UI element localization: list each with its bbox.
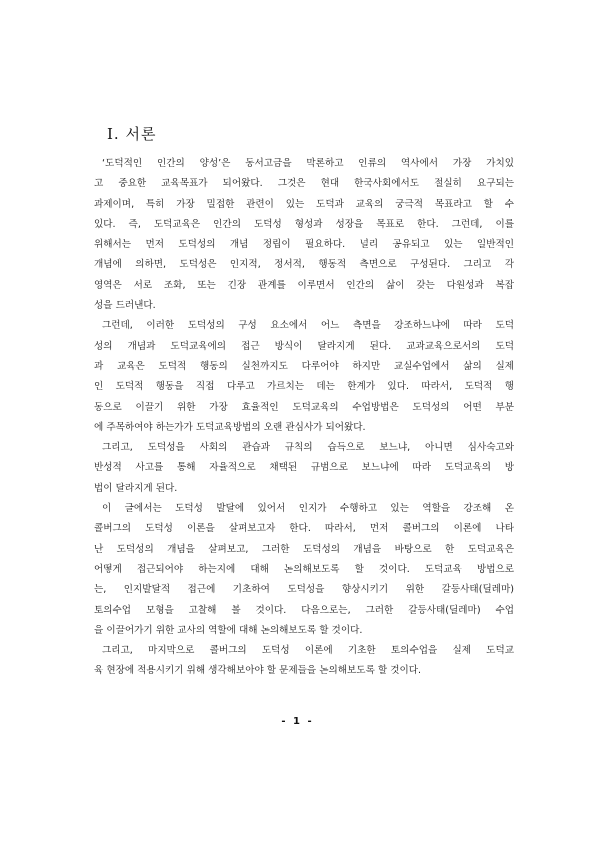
page-number: - 1 -	[281, 716, 314, 727]
text-line: 이 글에서는 도덕성 발달에 있어서 인지가 수행하고 있는 역할을 강조해 온	[102, 503, 514, 515]
text-line: 과제이며, 특히 가장 밀접한 관련이 있는 도덕과 교육의 궁극적 목표라고 할 수	[94, 198, 514, 210]
text-line: 반성적 사고를 통해 자율적으로 채택된 규범으로 보느냐에 따라 도덕교육의 방	[94, 462, 514, 474]
text-line: 난 도덕성의 개념을 살펴보고, 그러한 도덕성의 개념을 바탕으로 한 도덕교육은	[94, 543, 514, 555]
text-line: 고 중요한 교육목표가 되어왔다. 그것은 현대 한국사회에서도 절실히 요구되는	[94, 178, 514, 190]
text-line: 인 도덕적 행동을 직접 다루고 가르치는 데는 한계가 있다. 따라서, 도덕적 행	[94, 381, 514, 393]
section-title: Ⅰ. 서론	[107, 125, 157, 143]
text-line: 과 교육은 도덕적 행동의 실천까지도 다루어야 하지만 교실수업에서 삶의 실제	[94, 360, 514, 372]
text-line: 는, 인지발달적 접근에 기초하여 도덕성을 향상시키기 위한 갈등사태(딜레마)	[94, 584, 514, 596]
text-line: 콜버그의 도덕성 이론을 살펴보고자 한다. 따라서, 먼저 콜버그의 이론에 나타	[94, 523, 514, 535]
text-line: ‘도덕적인 인간의 양성’은 동서고금을 막론하고 인류의 역사에서 가장 가치있	[102, 158, 514, 169]
text-line: 그런데, 이러한 도덕성의 구성 요소에서 어느 측면을 강조하느냐에 따라 도덕	[102, 320, 514, 332]
text-line: 그리고, 도덕성을 사회의 관습과 규칙의 습득으로 보느냐, 아니면 심사숙고와	[102, 442, 514, 454]
text-line: 동으로 이끌기 위한 가장 효율적인 도덕교육의 수업방법은 도덕성의 어떤 부분	[94, 401, 514, 413]
text-line: 있다. 즉, 도덕교육은 인간의 도덕성 형성과 성장을 목표로 한다. 그런데, 이를	[94, 218, 514, 230]
text-line: 을 이끌어가기 위한 교사의 역할에 대해 논의해보도록 할 것이다.	[94, 624, 363, 636]
text-line: 위해서는 먼저 도덕성의 개념 정립이 필요하다. 널리 공유되고 있는 일반적인	[94, 239, 514, 251]
text-line: 에 주목하여야 하는가가 도덕교육방법의 오랜 관심사가 되어왔다.	[94, 421, 366, 433]
text-line: 그리고, 마지막으로 콜버그의 도덕성 이론에 기초한 토의수업을 실제 도덕교	[102, 645, 514, 657]
text-line: 성을 드러낸다.	[94, 300, 156, 312]
text-line: 개념에 의하면, 도덕성은 인지적, 정서적, 행동적 측면으로 구성된다. 그리고 각	[94, 259, 514, 271]
text-line: 토의수업 모형을 고찰해 볼 것이다. 다음으로는, 그러한 갈등사태(딜레마) 수업	[94, 604, 514, 616]
text-line: 영역은 서로 조화, 또는 긴장 관계를 이루면서 인간의 삶이 갖는 다원성과 복잡	[94, 279, 514, 291]
body-text	[94, 154, 514, 682]
text-line: 법이 달라지게 된다.	[94, 482, 178, 494]
text-line: 성의 개념과 도덕교육에의 접근 방식이 달라지게 된다. 교과교육으로서의 도덕	[94, 340, 514, 352]
text-line: 어떻게 접근되어야 하는지에 대해 논의해보도록 할 것이다. 도덕교육 방법으로	[94, 563, 514, 575]
text-line: 육 현장에 적용시키기 위해 생각해보아야 할 문제들을 논의해보도록 할 것이다.	[94, 665, 422, 677]
